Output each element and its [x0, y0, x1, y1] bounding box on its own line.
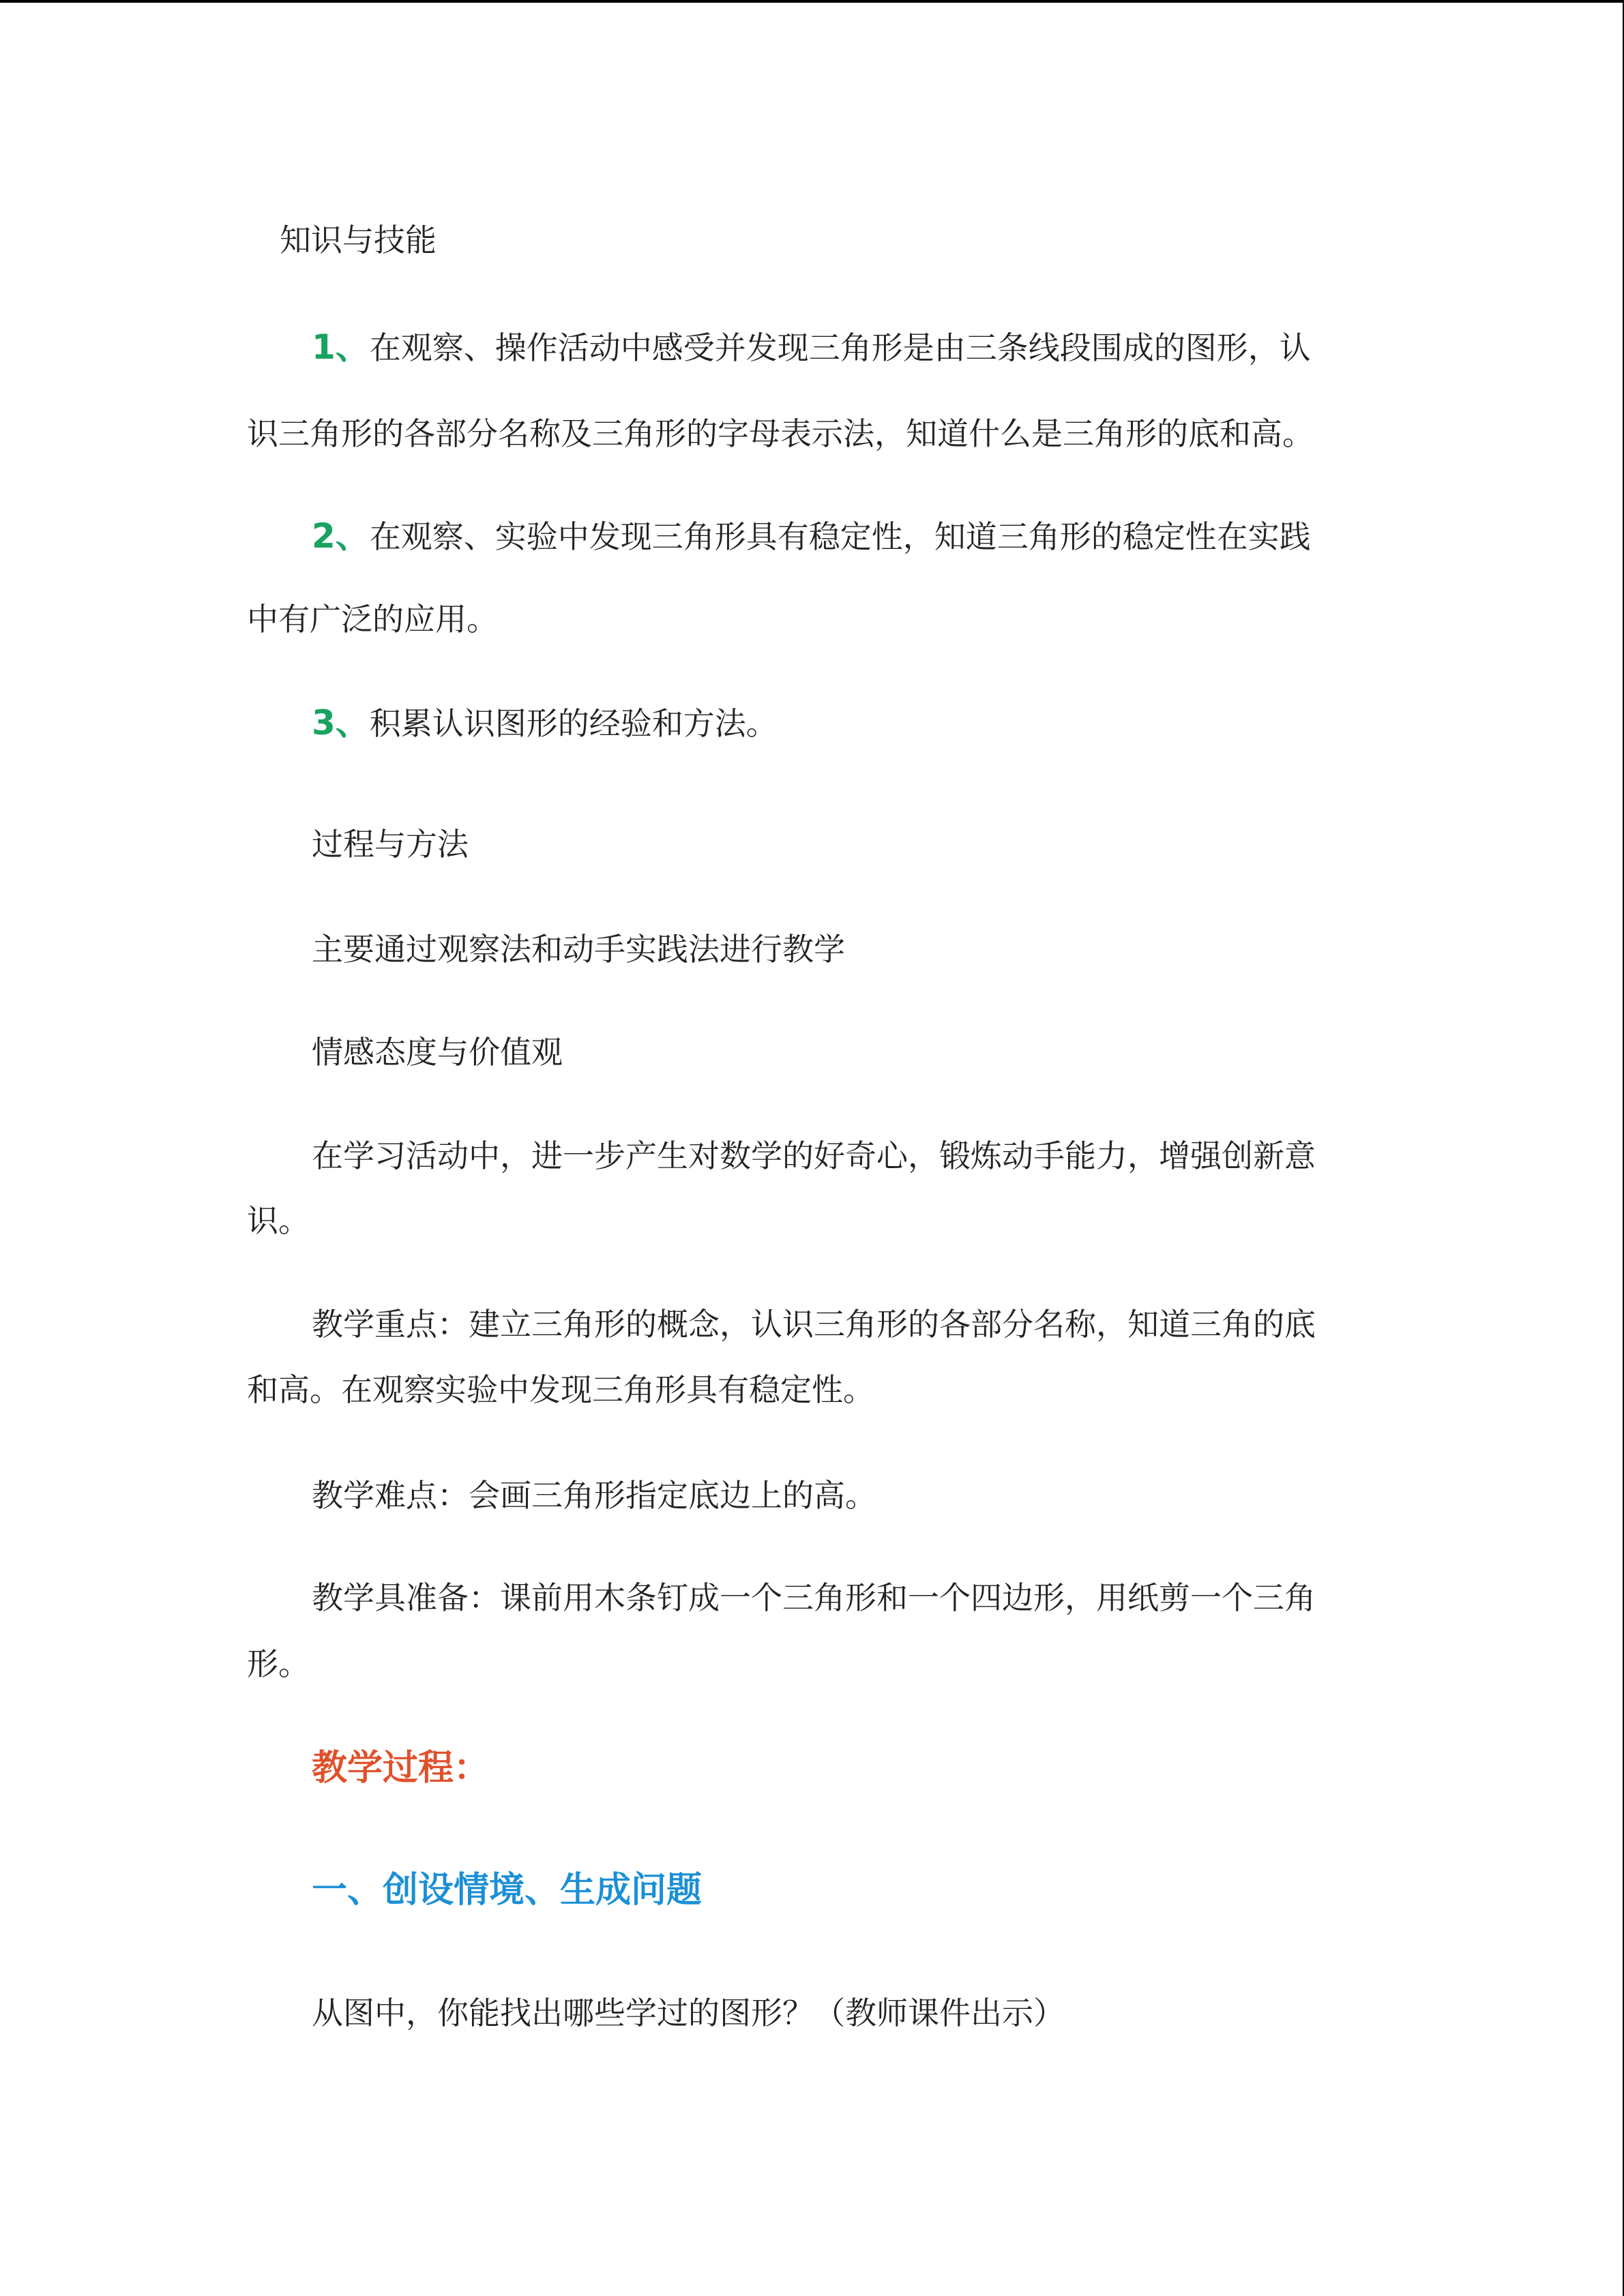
preparation-line2: 形。	[247, 1645, 310, 1682]
preparation-line1: 教学具准备：课前用木条钉成一个三角形和一个四边形，用纸剪一个三角	[312, 1579, 1316, 1616]
key-points-line2: 和高。在观察实验中发现三角形具有稳定性。	[247, 1371, 874, 1408]
knowledge-skills-heading: 知识与技能	[280, 222, 437, 258]
objective-item-3	[312, 702, 778, 744]
item-text-line1: 积累认识图形的经验和方法。	[369, 705, 778, 742]
item-separator: 、	[335, 327, 370, 367]
emotion-values-heading: 情感态度与价值观	[312, 1034, 563, 1071]
objective-item-2-continuation: 中有广泛的应用。	[247, 601, 498, 638]
teaching-process-heading: 教学过程：	[312, 1748, 490, 1789]
item-text-line1: 在观察、操作活动中感受并发现三角形是由三条线段围成的图形，认	[369, 329, 1311, 366]
emotion-values-text-line1: 在学习活动中，进一步产生对数学的好奇心，锻炼动手能力，增强创新意	[312, 1137, 1316, 1174]
objective-item-2	[312, 516, 1311, 557]
item-separator: 、	[335, 516, 370, 556]
process-method-text: 主要通过观察法和动手实践法进行教学	[312, 931, 845, 968]
objective-item-1-continuation: 识三角形的各部分名称及三角形的字母表示法，知道什么是三角形的底和高。	[247, 415, 1314, 452]
item-separator: 、	[335, 703, 370, 743]
item-text-line1: 在观察、实验中发现三角形具有稳定性，知道三角形的稳定性在实践	[369, 518, 1311, 555]
section1-heading: 一、创设情境、生成问题	[312, 1870, 703, 1911]
emotion-values-text-line2: 识。	[247, 1202, 310, 1239]
item-number: 2	[312, 516, 336, 556]
item-number: 3	[312, 703, 336, 743]
section1-question: 从图中，你能找出哪些学过的图形？（教师课件出示）	[312, 1995, 1065, 2031]
difficulty-line: 教学难点：会画三角形指定底边上的高。	[312, 1477, 876, 1514]
objective-item-1	[312, 327, 1311, 368]
process-method-heading: 过程与方法	[312, 826, 469, 863]
item-number: 1	[312, 327, 336, 367]
key-points-line1: 教学重点：建立三角形的概念，认识三角形的各部分名称，知道三角的底	[312, 1306, 1316, 1343]
